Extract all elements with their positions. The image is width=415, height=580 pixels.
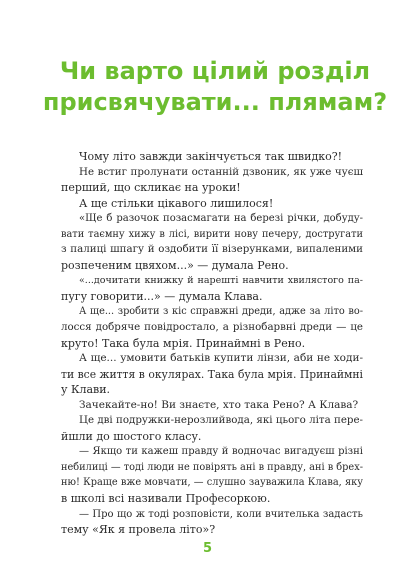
- text-line: в школі всі називали Професоркою.: [61, 492, 271, 506]
- text-line: — Якщо ти кажеш правду й водночас вигадуєш різні: [79, 446, 363, 458]
- text-line: ню! Краще вже мовчати, — слушно зауважила Клава, яку: [61, 477, 363, 489]
- chapter-title-line-1: Чи варто цілий розділ: [59, 57, 371, 85]
- text-line: «...дочитати книжку й нарешті навчити хвилястого па-: [79, 275, 363, 287]
- chapter-body-text: [61, 149, 363, 538]
- text-line: пугу говорити...» — думала Клава.: [61, 289, 263, 303]
- text-line: — Про що ж тоді розповісти, коли вчителька задасть: [79, 508, 363, 520]
- text-line: вати таємну хижу в лісі, вирити нову печеру, достругати: [61, 228, 363, 240]
- text-line: Не встиг пролунати останній дзвоник, як уже чуєш: [79, 165, 363, 178]
- text-line: круто! Така була мрія. Принаймні в Рено.: [61, 336, 306, 350]
- chapter-title: [40, 56, 390, 118]
- text-line: йшли до шостого класу.: [61, 429, 202, 443]
- text-line: перший, що скликає на уроки!: [61, 181, 241, 195]
- text-line: розпеченим цвяхом...» — думала Рено.: [61, 258, 289, 272]
- text-line: Це дві подружки-нерозлийвода, які цього літа пере-: [79, 414, 363, 427]
- text-line: А ще стільки цікавого лишилося!: [79, 196, 274, 210]
- text-line: з палиці шпагу й оздобити її візерунками, випаленими: [61, 243, 363, 256]
- text-line: ти все життя в окулярах. Така була мрія. Принаймні: [61, 367, 363, 381]
- text-line: Зачекайте-но! Ви знаєте, хто така Рено? А Клава?: [79, 398, 359, 411]
- text-line: «Ще б разочок позасмагати на березі річки, добуду-: [79, 213, 363, 225]
- text-line: у Клави.: [61, 383, 111, 397]
- page-number: 5: [202, 541, 213, 556]
- chapter-title-line-2: присвячувати... плямам?: [42, 88, 388, 116]
- text-line: лосся добряче повідростало, а різнобарвні дреди — це: [61, 321, 363, 334]
- text-line: тему «Як я провела літо»?: [61, 523, 216, 537]
- text-line: А ще... умовити батьків купити лінзи, аби не ходи-: [79, 352, 363, 365]
- text-line: небилиці — тоді люди не повірять ані в правду, ані в брех-: [61, 461, 363, 473]
- text-line: Чому літо завжди закінчується так швидко?!: [79, 150, 343, 163]
- text-line: А ще... зробити з кіс справжні дреди, адже за літо во-: [79, 306, 363, 318]
